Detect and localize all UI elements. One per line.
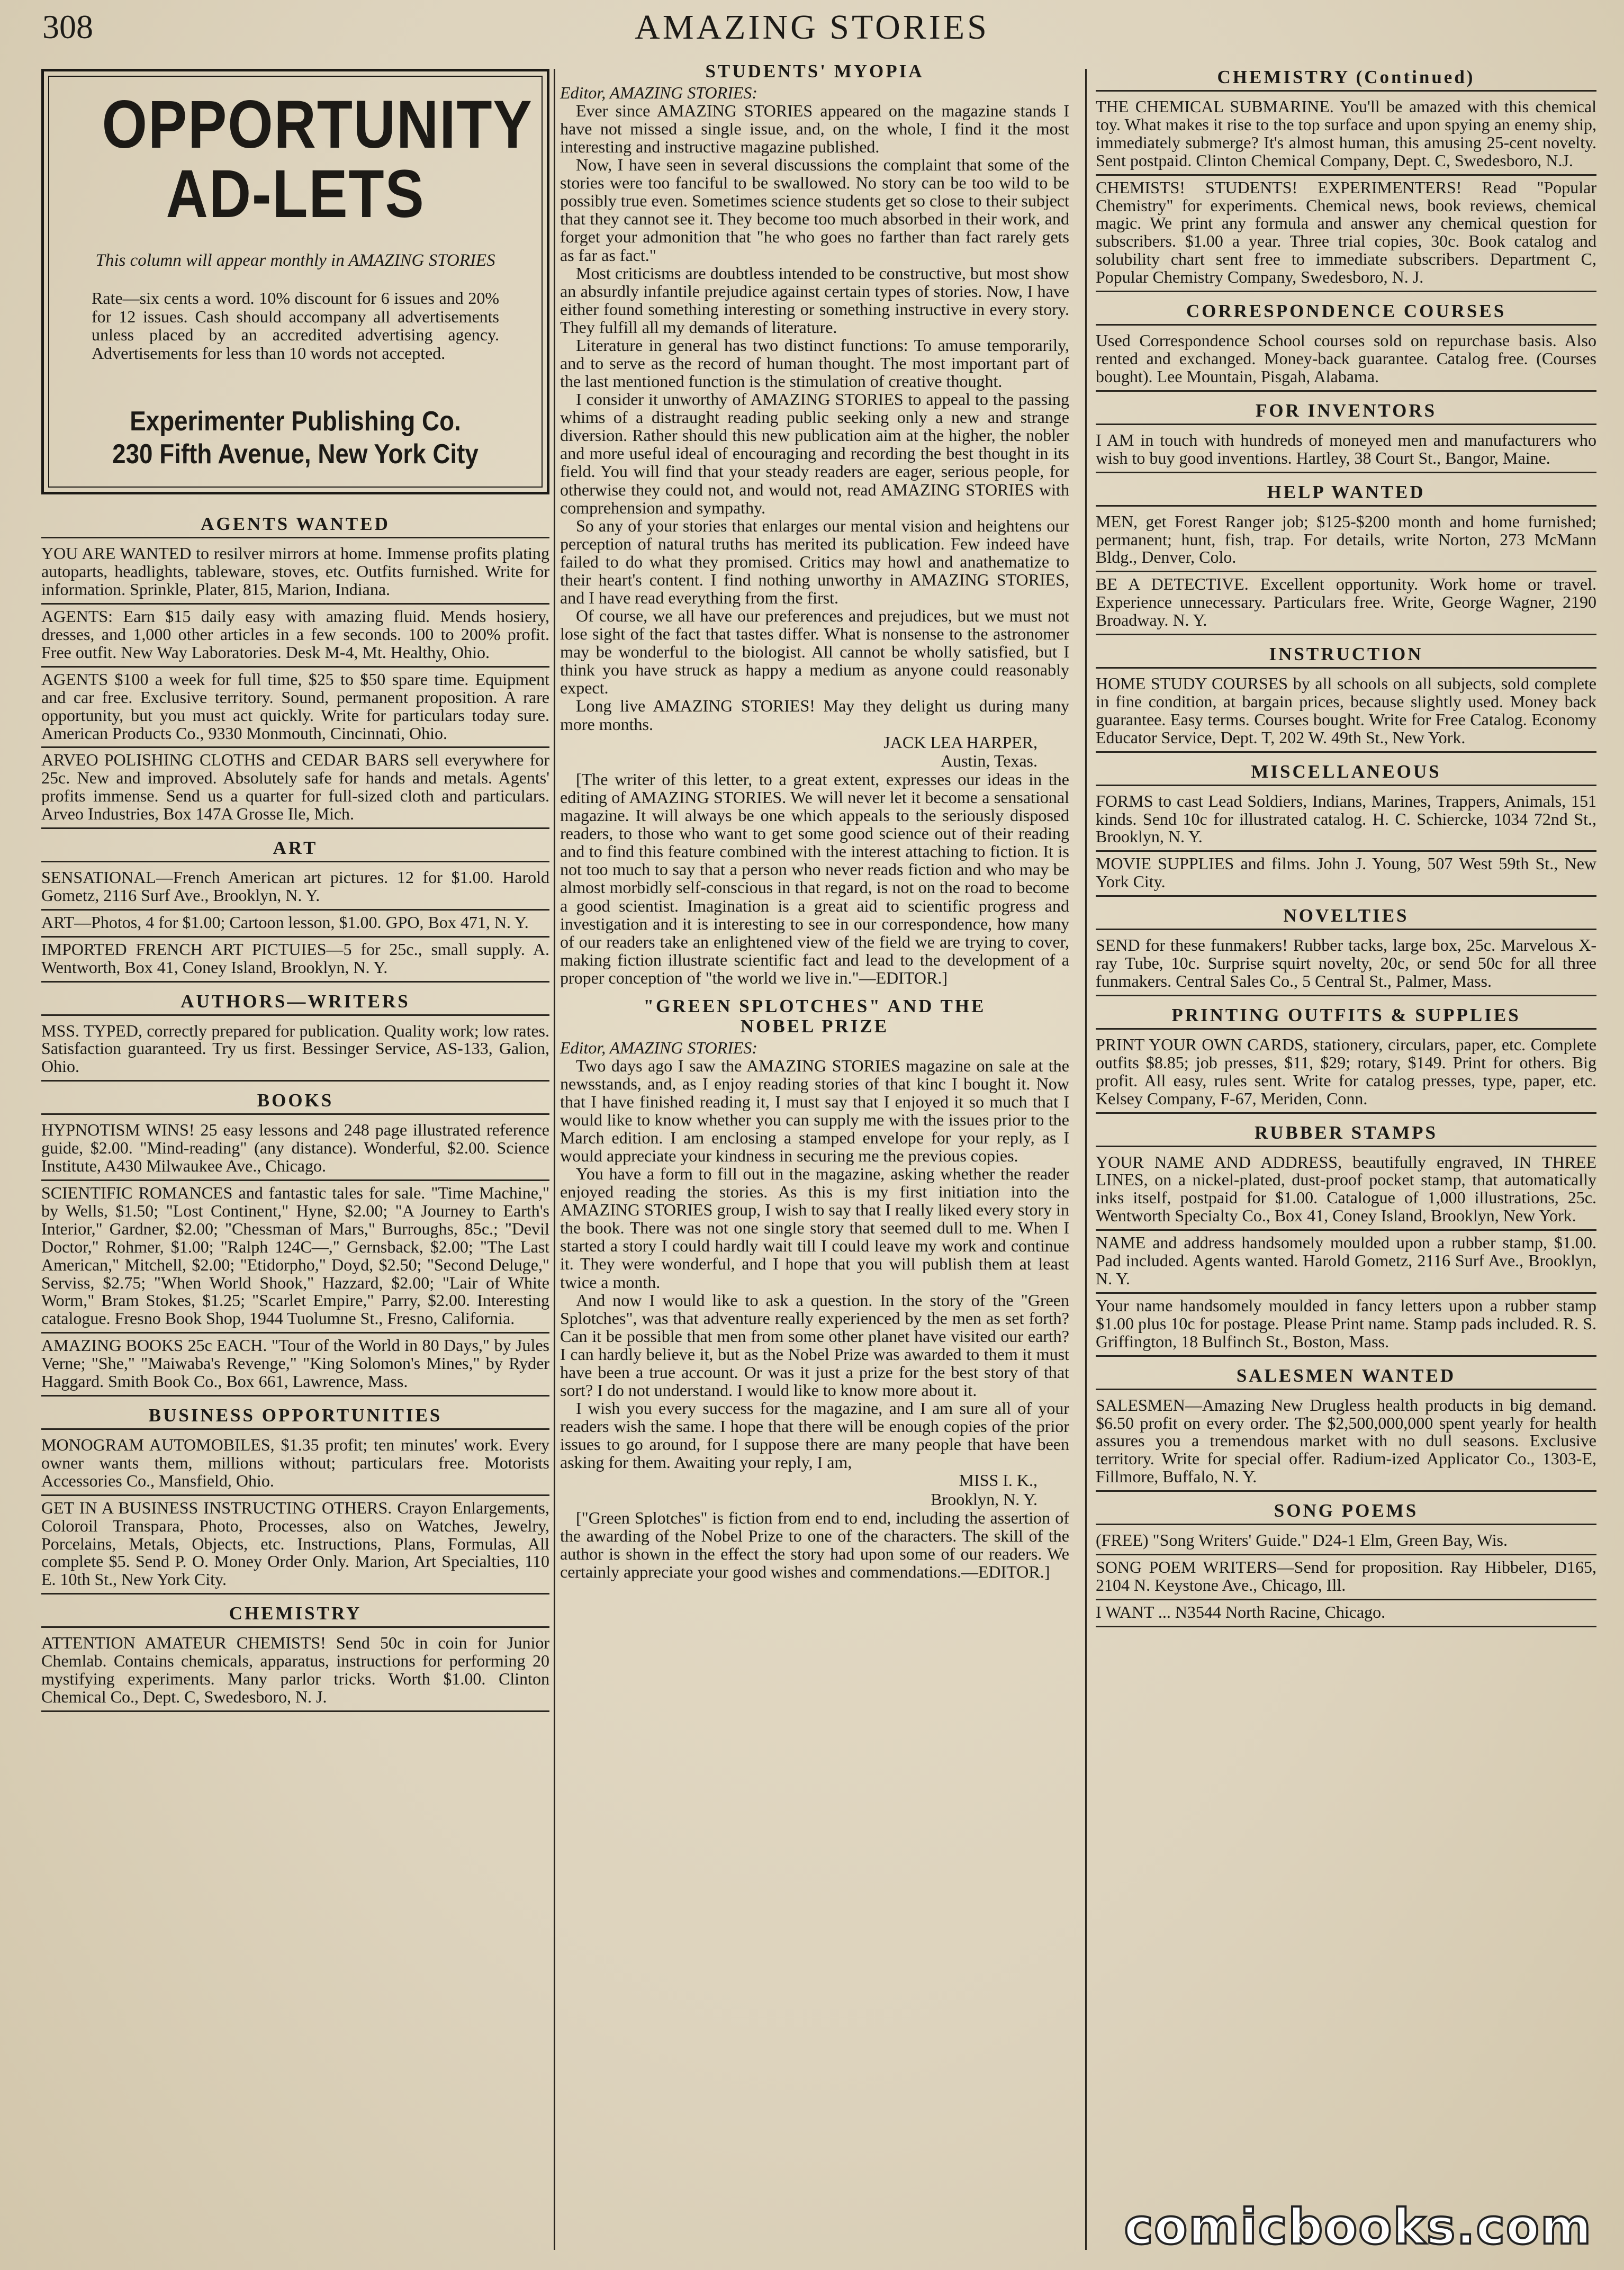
letter-heading: STUDENTS' MYOPIA [705, 61, 924, 82]
section-heading: FOR INVENTORS [1096, 397, 1596, 425]
classified-ad: I AM in touch with hundreds of moneyed men and manufacturers who wish to buy good inventions. Hartley, 38 Court St., Bangor, Maine. [1096, 428, 1596, 473]
section-heading: BOOKS [41, 1087, 549, 1115]
column-middle [560, 58, 1069, 1581]
classified-ad: AMAZING BOOKS 25c EACH. "Tour of the World in 80 Days," by Jules Verne; "She," "Maiwaba's Revenge," "King Solomon's Mines," by Ryder Haggard. Smith Book Co., Box 661, Lawrence, Mass. [41, 1334, 549, 1397]
publisher-name: Experimenter Publishing Co. [130, 406, 461, 437]
masthead: AMAZING STORIES [635, 8, 989, 47]
classified-ad: (FREE) "Song Writers' Guide." D24-1 Elm, Green Bay, Wis. [1096, 1528, 1596, 1555]
publisher-address: 230 Fifth Avenue, New York City [112, 438, 479, 470]
classified-ad: HYPNOTISM WINS! 25 easy lessons and 248 page illustrated reference guide, $2.00. "Mind-reading" (any distance). Wonderful, $2.00. Science Institute, A430 Milwaukee Ave., Chicago. [41, 1118, 549, 1181]
column-left [41, 58, 549, 1712]
editor-note: [The writer of this letter, to a great extent, expresses our ideas in the editing of AMAZING STORIES. We will never let it become a sensational magazine. It will always be one which appeals to the seriously disposed readers, to those who want to get some good science out of their reading and to find this feature combined with the interest attaching to fiction. It is not too much to say that a person who never reads fiction and who may be almost morbidly self-conscious in that regard, is not on the road to become a good scientist. Imagination is a great aid to scientific progress and investigation and it is interesting to see in our correspondence, how many of our readers take an enlightened view of the field we are trying to cover, making fiction illustrate scientific fact and lead to the development of a proper conception of "the world we live in."—EDITOR.] [560, 769, 1069, 987]
watermark: comicbooks.com [1124, 2199, 1592, 2255]
classified-ad: GET IN A BUSINESS INSTRUCTING OTHERS. Crayon Enlargements, Coloroil Transpara, Photo, Processes, also on Watches, Jewelry, Porcelains, Metals, Objects, etc. Instructions, Plans, Formulas, All complete $5. Send P. O. Money Order Only. Marion, Art Specialties, 110 E. 10th St., New York City. [41, 1496, 549, 1595]
letter-salutation: Editor, AMAZING STORIES: [560, 1038, 758, 1057]
section-heading: AGENTS WANTED [41, 510, 549, 538]
classified-ad: Used Correspondence School courses sold on repurchase basis. Also rented and exchanged. Money-back guarantee. Catalog free. (Courses bought). Lee Mountain, Pisgah, Alabama. [1096, 329, 1596, 392]
section-heading: PRINTING OUTFITS & SUPPLIES [1096, 1002, 1596, 1030]
letter-paragraph: Now, I have seen in several discussions the complaint that some of the stories were too fanciful to be swallowed. No story can be too wild to be possibly true even. Sometimes science students get so close to their subject that they cannot see it. They become too much absorbed in their work, and forget your admonition that "he who goes no farther than fact rarely gets as far as fact." [560, 155, 1069, 265]
classified-ad: PRINT YOUR OWN CARDS, stationery, circulars, paper, etc. Complete outfits $8.85; job presses, $11, $29; rotary, $149. Print for others. Big profit. All easy, rules sent. Write for catalog presses, type, paper, etc. Kelsey Company, F-67, Meriden, Conn. [1096, 1033, 1596, 1114]
classified-ad: SONG POEM WRITERS—Send for proposition. Ray Hibbeler, D165, 2104 N. Keystone Ave., Chicago, Ill. [1096, 1555, 1596, 1600]
section-heading: NOVELTIES [1096, 902, 1596, 930]
section-heading: AUTHORS—WRITERS [41, 988, 549, 1016]
letter-heading: "GREEN SPLOTCHES" AND THE NOBEL PRIZE [643, 995, 986, 1037]
classified-ad: YOUR NAME AND ADDRESS, beautifully engraved, IN THREE LINES, on a nickel-plated, dust-proof pocket stamp, that automatically inks itself, postpaid for $1.00. Catalogue of 1,000 illustrations, 25c. Wentworth Specialty Co., Box 41, Coney Island, Brooklyn, New York. [1096, 1150, 1596, 1231]
column-right [1096, 58, 1596, 1627]
letter-paragraph: Ever since AMAZING STORIES appeared on the magazine stands I have not missed a single issue, and, on the whole, I find it the most interesting and instructive magazine published. [560, 101, 1069, 157]
opportunity-box [41, 69, 549, 494]
classified-ad: ART—Photos, 4 for $1.00; Cartoon lesson, $1.00. GPO, Box 471, N. Y. [41, 911, 549, 938]
letter-paragraph: So any of your stories that enlarges our mental vision and heightens our perception of natural truths has merited its publication. Few indeed have failed to do what they promised. Critics may howl and anathematize to their heart's content. I find nothing unworthy in AMAZING STORIES, and I have read everything from the first. [560, 516, 1069, 607]
classified-ad: AGENTS $100 a week for full time, $25 to $50 spare time. Equipment and car free. Exclusive territory. Sound, permanent proposition. A rare opportunity, but you must act quickly. Write for particulars today sure. American Products Co., 9330 Monmouth, Cincinnati, Ohio. [41, 668, 549, 749]
classified-ad: HOME STUDY COURSES by all schools on all subjects, sold complete in fine condition, at bargain prices, because slightly used. Money back guarantee. Easy terms. Courses bought. Write for Free Catalog. Economy Educator Service, Dept. T, 202 W. 49th St., New York. [1096, 672, 1596, 753]
classified-sections-right [1096, 64, 1596, 1627]
classified-ad: MOVIE SUPPLIES and films. John J. Young, 507 West 59th St., New York City. [1096, 852, 1596, 897]
opportunity-notice: This column will appear monthly in AMAZING STORIES [95, 251, 495, 271]
section-heading: MISCELLANEOUS [1096, 758, 1596, 786]
classified-ad: YOU ARE WANTED to resilver mirrors at home. Immense profits plating autoparts, headlights, tableware, stoves, etc. Outfits furnished. Write for information. Sprinkle, Plater, 815, Marion, Indiana. [41, 542, 549, 605]
classified-ad: SENSATIONAL—French American art pictures. 12 for $1.00. Harold Gometz, 2116 Surf Ave., Brooklyn, N. Y. [41, 866, 549, 911]
column-rule [1085, 69, 1087, 2250]
opportunity-title: OPPORTUNITY AD-LETS [102, 87, 533, 232]
classified-ad: ATTENTION AMATEUR CHEMISTS! Send 50c in coin for Junior Chemlab. Contains chemicals, apparatus, instructions for performing 20 mystifying experiments. Many parlor tricks. Worth $1.00. Clinton Chemical Co., Dept. C, Swedesboro, N. J. [41, 1631, 549, 1712]
classified-ad: SCIENTIFIC ROMANCES and fantastic tales for sale. "Time Machine," by Wells, $1.50; "Lost Continent," Hyne, $2.00; "A Journey to Earth's Interior," Gardner, $2.00; "Chessman of Mars," Burroughs, 85c.; "Devil Doctor," Rohmer, $1.00; "Ralph 124C—," Gernsback, $2.00; "The Last American," Mitchell, $2.00; "Etidorpho," Doyd, $2.50; "Second Deluge," Serviss, $2.75; "When World Shook," Hazzard, $2.00; "Lair of White Worm," Bram Stokes, $1.25; "Scarlet Empire," Parry, $2.00. Interesting catalogue. Fresno Book Shop, 1944 Tuolumne St., Fresno, California. [41, 1181, 549, 1334]
section-heading: ART [41, 834, 549, 862]
page-number: 308 [42, 8, 93, 46]
letter-paragraph: And now I would like to ask a question. In the story of the "Green Splotches", was that adventure really experienced by the men as set forth? Can it be possible that men from some other planet have visited our earth? I can hardly believe it, but as the Nobel Prize was awarded to them it must have been a true account. Or was it just a prize for the best story of that sort? I do not understand. I would like to know more about it. [560, 1290, 1069, 1400]
letter-paragraph: Two days ago I saw the AMAZING STORIES magazine on sale at the newsstands, and, as I enjoy reading stories of that kinc I bought it. Now that I have finished reading it, I must say that I enjoyed it so much that I would like to know whether you can supply me with the issues prior to the March edition. I am enclosing a stamped envelope for your reply, as I would appreciate your kindness in securing me the previous copies. [560, 1056, 1069, 1165]
classified-ad: BE A DETECTIVE. Excellent opportunity. Work home or travel. Experience unnecessary. Particulars free. Write, George Wagner, 2190 Broadway. N. Y. [1096, 572, 1596, 635]
section-heading: BUSINESS OPPORTUNITIES [41, 1402, 549, 1430]
letter-signature-name: JACK LEA HARPER, [883, 732, 1037, 752]
section-heading: HELP WANTED [1096, 479, 1596, 507]
publisher-block [97, 405, 493, 471]
classified-ad: MEN, get Forest Ranger job; $125-$200 month and home furnished; permanent; hunt, fish, trap. For details, write Norton, 273 McMann Bldg., Denver, Colo. [1096, 510, 1596, 573]
editor-note: ["Green Splotches" is fiction from end to end, including the assertion of the awarding of the Nobel Prize to one of the characters. The skill of the author is shown in the effect the story had upon some of our readers. We certainly appreciate your good wishes and commendations.—EDITOR.] [560, 1508, 1069, 1581]
letter-signature-place: Brooklyn, N. Y. [931, 1489, 1037, 1509]
classified-ad: Your name handsomely moulded in fancy letters upon a rubber stamp $1.00 plus 10c for postage. Please Print name. Stamp pads included. R. S. Griffington, 18 Bulfinch St., Boston, Mass. [1096, 1294, 1596, 1357]
section-heading: CORRESPONDENCE COURSES [1096, 298, 1596, 326]
letter-signature-name: MISS I. K., [959, 1471, 1037, 1490]
classified-ad: MSS. TYPED, correctly prepared for publication. Quality work; low rates. Satisfaction guaranteed. Try us first. Bessinger Service, AS-133, Galion, Ohio. [41, 1019, 549, 1082]
opportunity-rates: Rate—six cents a word. 10% discount for 6 issues and 20% for 12 issues. Cash should accompany all advertisements unless placed by an accredited advertising agency. Advertisements for less than 10 words not accepted. [92, 289, 499, 363]
letter-paragraph: Literature in general has two distinct functions: To amuse temporarily, and to serve as the record of human thought. The most important part of the last mentioned function is the stimulation of creative thought. [560, 335, 1069, 391]
letter-students-myopia [560, 84, 1069, 987]
classified-ad: AGENTS: Earn $15 daily easy with amazing fluid. Mends hosiery, dresses, and 1,000 other articles in a few seconds. 100 to 200% profit. Free outfit. New Way Laboratories. Desk M-4, Mt. Healthy, Ohio. [41, 605, 549, 668]
section-heading: SONG POEMS [1096, 1497, 1596, 1525]
classified-ad: THE CHEMICAL SUBMARINE. You'll be amazed with this chemical toy. What makes it rise to the top surface and upon spying an enemy ship, immediately submerge? It's almost human, this amusing 25-cent novelty. Sent postpaid. Clinton Chemical Company, Dept. C, Swedesboro, N.J. [1096, 95, 1596, 176]
column-rule [554, 69, 555, 2250]
section-heading: INSTRUCTION [1096, 641, 1596, 669]
letter-paragraph: Of course, we all have our preferences and prejudices, but we must not lose sight of the fact that tastes differ. What is nonsense to the astronomer may be wonderful to the biologist. All cannot be wholly satisfied, but I think you have struck as happy a medium as anyone could reasonably expect. [560, 606, 1069, 698]
classified-ad: SEND for these funmakers! Rubber tacks, large box, 25c. Marvelous X-ray Tube, 10c. Surprise squirt novelty, 20c, or send 50c for all three funmakers. Central Sales Co., 5 Central St., Palmer, Mass. [1096, 933, 1596, 996]
classified-ad: NAME and address handsomely moulded upon a rubber stamp, $1.00. Pad included. Agents wanted. Harold Gometz, 2116 Surf Ave., Brooklyn, N. Y. [1096, 1231, 1596, 1294]
classified-ad: SALESMEN—Amazing New Drugless health products in big demand. $6.50 profit on every order. The $2,500,000,000 spent yearly for health assures you a tremendous market with no dull seasons. Exclusive territory. Write for special offer. Radium-ized Applicator Co., 1303-E, Fillmore, Buffalo, N. Y. [1096, 1393, 1596, 1492]
classified-ad: FORMS to cast Lead Soldiers, Indians, Marines, Trappers, Animals, 151 kinds. Send 10c for illustrated catalog. H. C. Schiercke, 1034 72nd St., Brooklyn, N. Y. [1096, 789, 1596, 852]
section-heading: CHEMISTRY (Continued) [1096, 64, 1596, 92]
section-heading: CHEMISTRY [41, 1600, 549, 1628]
classified-sections-left [41, 510, 549, 1712]
letter-paragraph: Long live AMAZING STORIES! May they delight us during many more months. [560, 696, 1069, 734]
classified-ad: MONOGRAM AUTOMOBILES, $1.35 profit; ten minutes' work. Every owner wants them, millions without; particulars free. Motorists Accessories Co., Mansfield, Ohio. [41, 1433, 549, 1496]
letter-paragraph: Most criticisms are doubtless intended to be constructive, but most show an absurdly infantile prejudice against certain types of stories. Now, I have either found something interesting or something instructive in every story. They fulfill all my demands of literature. [560, 263, 1069, 337]
letter-paragraph: I wish you every success for the magazine, and I am sure all of your readers wish the same. I hope that there will be enough copies of the prior issues to go around, for I suppose there are many people that have been asking for them. Awaiting your reply, I am, [560, 1399, 1069, 1472]
letter-green-splotches [560, 1039, 1069, 1581]
letter-paragraph: You have a form to fill out in the magazine, asking whether the reader enjoyed reading the stories. As this is my first initiation into the AMAZING STORIES group, I wish to say that I really liked every story in the book. There was not one single story that seemed dull to me. When I started a story I could hardly wait till I could leave my work and continue it. They were wonderful, and I hope that you will publish them at least twice a month. [560, 1164, 1069, 1292]
section-heading: RUBBER STAMPS [1096, 1119, 1596, 1147]
classified-ad: IMPORTED FRENCH ART PICTUIES—5 for 25c., small supply. A. Wentworth, Box 41, Coney Island, Brooklyn, N. Y. [41, 938, 549, 983]
classified-ad: CHEMISTS! STUDENTS! EXPERIMENTERS! Read "Popular Chemistry" for experiments. Chemical news, book reviews, chemical magic. We print any formula and answer any chemical question for subscribers. $1.00 a year. Three trial copies, 30c. Book catalog and solubility chart sent free to immediate subscribers. Department C, Popular Chemistry Company, Swedesboro, N. J. [1096, 176, 1596, 292]
classified-ad: I WANT ... N3544 North Racine, Chicago. [1096, 1600, 1596, 1627]
letter-salutation: Editor, AMAZING STORIES: [560, 83, 758, 102]
classified-ad: ARVEO POLISHING CLOTHS and CEDAR BARS sell everywhere for 25c. New and improved. Absolutely safe for hands and metals. Agents' profits immense. Send us a quarter for full-sized cloth and particulars. Arveo Industries, Box 147A Grosse Ile, Mich. [41, 748, 549, 829]
letter-paragraph: I consider it unworthy of AMAZING STORIES to appeal to the passing whims of a distraught reading public seeking only a new and strange diversion. Rather should this new publication aim at the higher, the nobler and more useful ideal of encouraging and recording the best thought in its field. You will find that your steady readers are eager, serious people, for otherwise they could not, and would not, read AMAZING STORIES with comprehension and sympathy. [560, 390, 1069, 517]
letter-signature-place: Austin, Texas. [941, 751, 1037, 770]
section-heading: SALESMEN WANTED [1096, 1362, 1596, 1390]
